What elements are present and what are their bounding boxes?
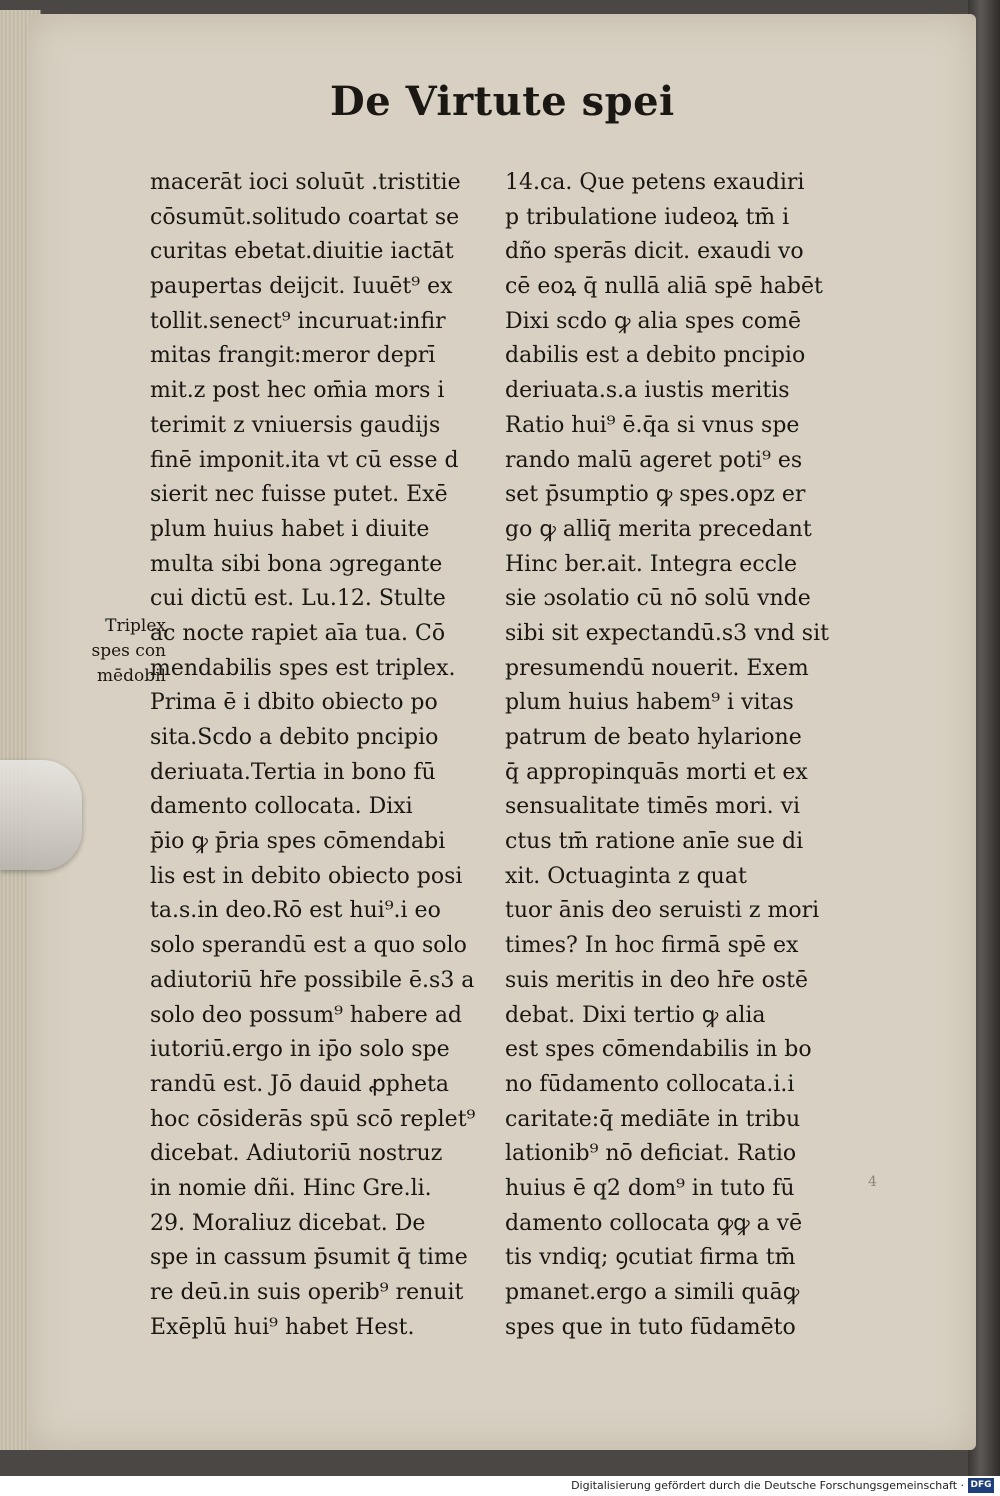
- page-clip: [0, 760, 82, 870]
- text-line: spes que in tuto fūdamēto: [505, 1314, 796, 1340]
- page-heading: De Virtute spei: [330, 78, 675, 125]
- text-line: tuor ānis deo seruisti z mori: [505, 898, 820, 924]
- text-line: iutoriū.ergo in ip̄o solo spe: [150, 1037, 450, 1063]
- margin-note-line: mēdobil: [96, 666, 166, 686]
- text-line: mitas frangit:meror deprī: [150, 343, 436, 369]
- text-line: mit.z post hec om̄ia mors i: [150, 378, 445, 404]
- text-line: macerāt ioci soluūt .tristitie: [150, 170, 461, 195]
- text-line: solo deo possum⁹ habere ad: [150, 1002, 463, 1028]
- text-line: tollit.senect⁹ incuruat:infir: [150, 308, 446, 334]
- text-line: damento collocata ꝙꝙ a vē: [505, 1210, 803, 1236]
- text-line: deriuata.Tertia in bono fū: [150, 759, 436, 785]
- text-line: sensualitate timēs mori. vi: [505, 794, 801, 820]
- text-line: Dixi scdo ꝙ alia spes comē: [505, 308, 801, 334]
- text-line: Prima ē i dbito obiecto po: [150, 690, 438, 716]
- text-line: dicebat. Adiutoriū nostruz: [150, 1141, 443, 1167]
- text-line: set p̄sumptio ꝙ spes.opz er: [505, 482, 806, 508]
- text-line: damento collocata. Dixi: [150, 794, 413, 820]
- dfg-logo-icon: DFG: [968, 1478, 994, 1493]
- text-line: cōsumūt.solitudo coartat se: [150, 204, 460, 230]
- margin-note-line: Triplex: [105, 616, 166, 636]
- text-line: dño sperās dicit. exaudi vo: [505, 239, 804, 265]
- text-line: presumendū nouerit. Exem: [505, 655, 809, 681]
- text-line: mendabilis spes est triplex.: [150, 655, 456, 681]
- text-line: p tribulatione iudeoꝝ tm̄ i: [505, 204, 790, 230]
- text-line: ta.s.in deo.Rō est hui⁹.i eo: [150, 898, 441, 924]
- text-line: paupertas deijcit. Iuuēt⁹ ex: [150, 274, 453, 300]
- text-line: suis meritis in deo hr̄e ostē: [505, 967, 809, 993]
- text-line: dabilis est a debito pncipio: [505, 343, 806, 369]
- text-line: huius ē q2 dom⁹ in tuto fū: [505, 1175, 795, 1201]
- text-line: go ꝙ alliq̄ merita precedant: [505, 516, 812, 542]
- text-line: sierit nec fuisse putet. Exē: [150, 482, 448, 508]
- text-line: times? In hoc firmā spē ex: [505, 933, 799, 959]
- text-line: sita.Scdo a debito pncipio: [150, 725, 439, 750]
- text-line: est spes cōmendabilis in bo: [505, 1037, 812, 1063]
- text-line: finē imponit.ita vt cū esse d: [150, 447, 459, 473]
- text-line: terimit z vniuersis gaudijs: [150, 412, 441, 438]
- right-text-column: [505, 166, 865, 1345]
- text-line: curitas ebetat.diuitie iactāt: [150, 239, 454, 265]
- text-line: 14.ca. Que petens exaudiri: [505, 170, 805, 195]
- text-line: multa sibi bona ɔgregante: [150, 551, 443, 577]
- text-line: re deū.in suis operib⁹ renuit: [150, 1280, 464, 1305]
- text-line: sie ɔsolatio cū nō solū vnde: [505, 586, 811, 612]
- text-line: spe in cassum p̄sumit q̄ time: [150, 1245, 468, 1271]
- text-line: 29. Moraliuz dicebat. De: [150, 1210, 426, 1236]
- text-line: solo sperandū est a quo solo: [150, 933, 467, 959]
- text-line: xit. Octuaginta z quat: [505, 863, 747, 889]
- pencil-mark: 4: [868, 1174, 877, 1190]
- text-line: ctus tm̄ ratione anīe sue di: [505, 829, 804, 855]
- text-line: rando malū ageret poti⁹ es: [505, 447, 803, 473]
- footer-bar: [0, 1476, 1000, 1496]
- margin-note-line: spes con: [91, 641, 166, 661]
- text-line: plum huius habet i diuite: [150, 516, 430, 542]
- text-line: tis vndiq; ꝯcutiat firma tm̄: [505, 1245, 796, 1271]
- text-line: Ratio hui⁹ ē.q̄a si vnus spe: [505, 412, 800, 438]
- text-line: no fūdamento collocata.i.i: [505, 1071, 795, 1097]
- text-line: debat. Dixi tertio ꝙ alia: [505, 1002, 766, 1028]
- text-line: p̄io ꝙ p̄ria spes cōmendabi: [150, 829, 446, 855]
- text-line: in nomie dñi. Hinc Gre.li.: [150, 1175, 432, 1201]
- text-line: ac nocte rapiet aīa tua. Cō: [150, 620, 446, 646]
- text-line: patrum de beato hylarione: [505, 725, 802, 750]
- text-line: lationib⁹ nō deficiat. Ratio: [505, 1141, 797, 1167]
- text-line: plum huius habem⁹ i vitas: [505, 690, 794, 716]
- text-line: q̄ appropinquās morti et ex: [505, 759, 808, 785]
- text-line: pmanet.ergo a simili quāꝙ: [505, 1280, 800, 1305]
- text-line: randū est. Jō dauid ꝓpheta: [150, 1071, 449, 1097]
- text-line: cē eoꝝ q̄ nullā aliā spē habēt: [505, 274, 823, 300]
- text-line: lis est in debito obiecto posi: [150, 863, 463, 889]
- text-line: cui dictū est. Lu.12. Stulte: [150, 586, 446, 612]
- text-line: deriuata.s.a iustis meritis: [505, 378, 790, 404]
- text-line: sibi sit expectandū.s3 vnd sit: [505, 620, 829, 646]
- text-line: Exēplū hui⁹ habet Hest.: [150, 1314, 415, 1340]
- left-text-column: [150, 166, 522, 1345]
- text-line: hoc cōsiderās spū scō replet⁹: [150, 1106, 476, 1132]
- text-line: caritate:q̄ mediāte in tribu: [505, 1106, 801, 1132]
- text-line: adiutoriū hr̄e possibile ē.s3 a: [150, 967, 475, 993]
- margin-note: [74, 614, 166, 689]
- footer-credit: Digitalisierung gefördert durch die Deutsche Forschungsgemeinschaft ·: [571, 1479, 964, 1492]
- text-line: Hinc ber.ait. Integra eccle: [505, 551, 798, 577]
